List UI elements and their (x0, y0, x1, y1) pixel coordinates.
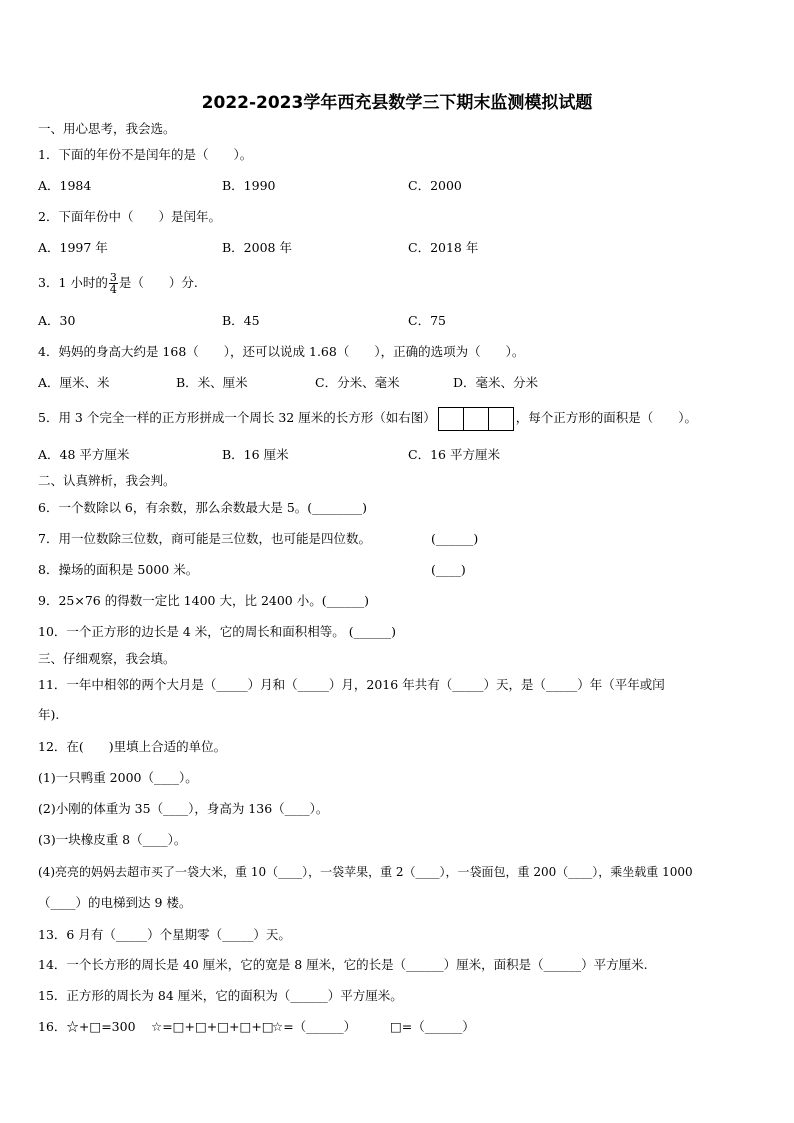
question-16-square-blank: □=（______） (390, 1019, 475, 1034)
question-14: 14．一个长方形的周长是 40 厘米，它的宽是 8 厘米，它的长是（______）厘米，面积是（______）平方厘米. (38, 957, 648, 972)
question-12-part-4-continued: （____）的电梯到达 9 楼。 (38, 895, 192, 910)
section-heading-1: 一、用心思考，我会选。 (38, 121, 176, 136)
question-11-continued: 年). (38, 707, 60, 722)
fraction-denominator: 4 (109, 283, 117, 296)
question-12-part-1: (1)一只鸭重 2000（____）。 (38, 770, 198, 785)
section-heading-3: 三、仔细观察，我会填。 (38, 651, 176, 666)
q4-option-d: D．毫米、分米 (453, 375, 539, 390)
section-heading-2: 二、认真辨析，我会判。 (38, 473, 176, 488)
question-4: 4．妈妈的身高大约是 168（ ），还可以说成 1.68（ ），正确的选项为（ ）。 (38, 344, 525, 359)
q4-option-b: B．米、厘米 (176, 375, 248, 390)
question-12-part-2: (2)小刚的体重为 35（____），身高为 136（____）。 (38, 801, 329, 816)
q1-option-c: C．2000 (408, 178, 462, 193)
question-2: 2．下面年份中（ ）是闰年。 (38, 209, 221, 224)
q8-answer-blank: (____) (431, 562, 466, 577)
question-13: 13．6 月有（_____）个星期零（_____）天。 (38, 927, 291, 942)
q3-prefix: 3．1 小时的 (38, 275, 108, 290)
q5-prefix: 5．用 3 个完全一样的正方形拼成一个周长 32 厘米的长方形（如右图） (38, 410, 436, 425)
q3-option-c: C．75 (408, 313, 446, 328)
question-3 (38, 270, 198, 296)
q3-suffix: 是（ ）分. (118, 275, 198, 290)
q1-option-b: B．1990 (222, 178, 276, 193)
page-title: 2022-2023学年西充县数学三下期末监测模拟试题 (201, 93, 593, 113)
q5-option-a: A．48 平方厘米 (38, 447, 130, 462)
q2-option-c: C．2018 年 (408, 240, 479, 255)
q2-option-a: A．1997 年 (38, 240, 108, 255)
question-11: 11．一年中相邻的两个大月是（_____）月和（_____）月，2016 年共有（_____）天，是（_____）年（平年或闰 (38, 677, 665, 692)
q1-option-a: A．1984 (38, 178, 92, 193)
question-12-part-3: (3)一块橡皮重 8（____）。 (38, 832, 187, 847)
question-16-equation-2: ☆=□+□+□+□+□ (151, 1019, 274, 1034)
question-5 (38, 404, 697, 432)
question-12-part-4: (4)亮亮的妈妈去超市买了一袋大米，重 10（____），一袋苹果，重 2（____），一袋面包，重 200（____），乘坐载重 1000 (38, 865, 693, 879)
question-1: 1．下面的年份不是闰年的是（ ）。 (38, 147, 253, 162)
question-12: 12．在( )里填上合适的单位。 (38, 739, 227, 754)
question-8: 8．操场的面积是 5000 米。 (38, 562, 199, 577)
question-6: 6．一个数除以 6，有余数，那么余数最大是 5。(________) (38, 500, 368, 515)
question-7: 7．用一位数除三位数，商可能是三位数，也可能是四位数。 (38, 531, 371, 546)
q5-suffix: ，每个正方形的面积是（ ）。 (515, 410, 697, 425)
question-9: 9．25×76 的得数一定比 1400 大，比 2400 小。(______) (38, 593, 369, 608)
three-squares-figure (438, 407, 514, 431)
q7-answer-blank: (______) (431, 531, 479, 546)
question-16-equation-1: 16．☆+□=300 (38, 1019, 136, 1034)
q3-option-a: A．30 (38, 313, 76, 328)
q4-option-a: A．厘米、米 (38, 375, 110, 390)
q5-option-c: C．16 平方厘米 (408, 447, 500, 462)
question-15: 15．正方形的周长为 84 厘米，它的面积为（______）平方厘米。 (38, 988, 403, 1003)
q3-option-b: B．45 (222, 313, 260, 328)
fraction (109, 272, 118, 295)
q5-option-b: B．16 厘米 (222, 447, 289, 462)
q2-option-b: B．2008 年 (222, 240, 292, 255)
question-10: 10．一个正方形的边长是 4 米，它的周长和面积相等。 (______) (38, 624, 397, 639)
q4-option-c: C．分米、毫米 (315, 375, 400, 390)
fraction-numerator: 3 (109, 271, 117, 284)
question-16-star-blank: ☆=（______） (272, 1019, 357, 1034)
